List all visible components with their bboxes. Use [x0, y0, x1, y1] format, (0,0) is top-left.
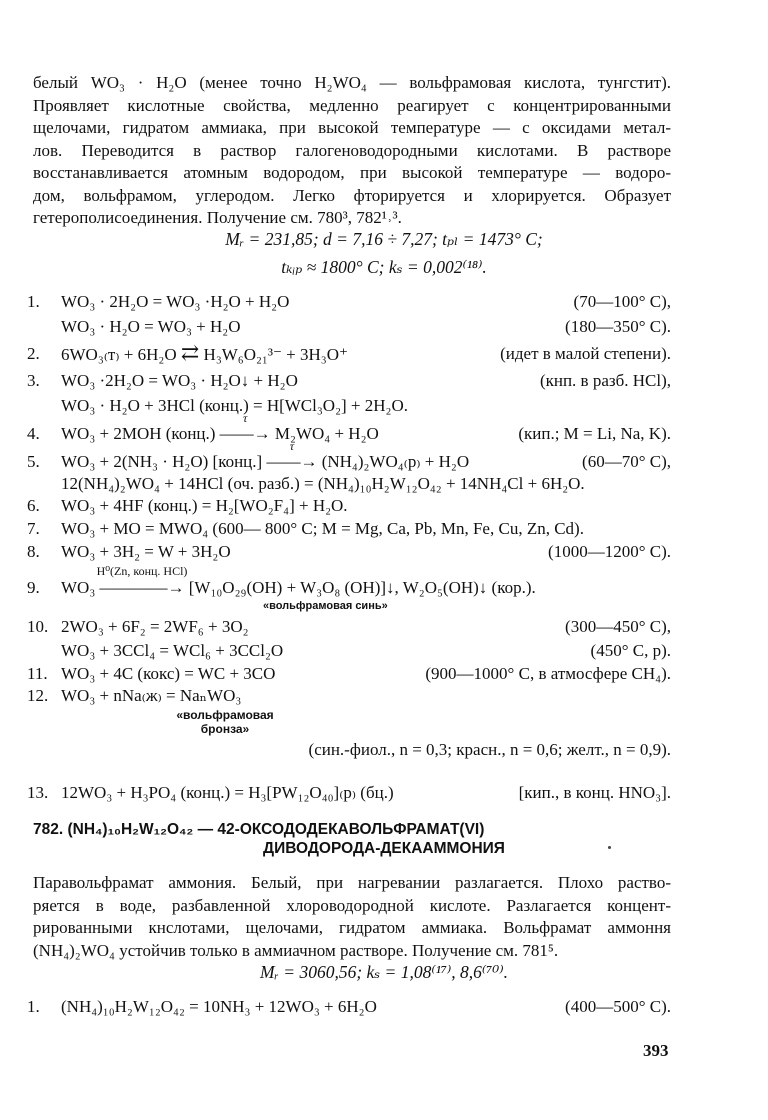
reaction-formula: [61, 411, 379, 444]
blue-tungsten-note: «вольфрамовая синь»: [263, 600, 388, 612]
reaction-number: 4.: [27, 424, 40, 443]
text-line: восстанавливается атомным водородом, при высокой температуре — водоро-: [33, 163, 671, 182]
reaction-number: 13.: [27, 783, 49, 802]
note-line: «вольфрамовая: [176, 708, 274, 722]
reaction-row: [0, 411, 768, 446]
reaction-number: 8.: [27, 542, 40, 561]
reaction-condition: (60—70° C),: [582, 452, 671, 471]
reaction-row: [0, 396, 768, 418]
reaction-formula: WO₃ + 4C (кокс) = WC + 3CO: [61, 664, 276, 683]
arrow-label: τ: [289, 439, 295, 453]
reaction-row: [0, 641, 768, 663]
reaction-row: [0, 317, 768, 339]
reaction-row: [0, 371, 768, 393]
reaction-formula: WO₃ · 2H₂O = WO₃ ·H₂O + H₂O: [61, 292, 290, 311]
text-line: гетерополисоединения. Получение см. 780³, 782¹˒³.: [33, 208, 402, 227]
reaction-formula: WO₃ · H₂O = WO₃ + H₂O: [61, 317, 241, 336]
constants-line-1: Mᵣ = 231,85; d = 7,16 ÷ 7,27; tₚₗ = 1473° C;: [225, 229, 543, 249]
reaction-number: 9.: [27, 578, 40, 597]
note-line: бронза»: [200, 722, 250, 736]
reaction-number: 5.: [27, 452, 40, 471]
reaction-formula: WO₃ · H₂O + 3HCl (конц.) = H[WCl₃O₂] + 2H₂O.: [61, 396, 408, 415]
reaction-number: 1.: [27, 997, 40, 1016]
formula-part: M₂WO₄ + H₂O: [270, 424, 379, 443]
reaction-formula: [61, 439, 470, 472]
reaction-formula: WO₃ + 3H₂ = W + 3H₂O: [61, 542, 231, 561]
constants-line-2: tₖᵢₚ ≈ 1800° C; kₛ = 0,002⁽¹⁸⁾.: [281, 257, 487, 277]
reaction-condition: (300—450° C),: [565, 617, 671, 636]
reaction-condition: (кип.; M = Li, Na, K).: [518, 424, 671, 443]
text-line: дом, вольфрамом, углеродом. Легко фторируется и хлорируется. Образует: [33, 185, 671, 205]
constants-line-3: Mᵣ = 3060,56; kₛ = 1,08⁽¹⁷⁾, 8,6⁽⁷⁰⁾.: [260, 962, 508, 982]
reaction-formula: WO₃ + nNa₍ж₎ = NaₙWO₃: [61, 686, 242, 705]
arrow-glyph: ⇄: [180, 340, 200, 365]
tungsten-bronze-note: [170, 708, 280, 736]
reaction-row: [0, 740, 768, 762]
arrow-glyph: ——→: [266, 452, 318, 471]
text-line: ряется в воде, разбавленной хлороводородной кислоте. Разлагается концент-: [33, 895, 671, 915]
text-line: белый WO₃ · H₂O (менее точно H₂WO₄ — вольфрамовая кислота, тунгстит).: [33, 73, 671, 92]
reaction-condition: (400—500° C).: [565, 997, 671, 1016]
formula-part: WO₃: [61, 578, 100, 597]
reaction-formula: WO₃ ·2H₂O = WO₃ · H₂O↓ + H₂O: [61, 371, 298, 390]
reaction-formula: WO₃ + 3CCl₄ = WCl₆ + 3CCl₂O: [61, 641, 284, 660]
arrow-glyph: ————→: [99, 578, 185, 597]
reaction-row: [0, 496, 768, 518]
reaction-arrow: [96, 564, 188, 598]
reaction-number: 7.: [27, 519, 40, 538]
reaction-row: [0, 564, 768, 600]
arrow-glyph: ——→: [219, 424, 271, 443]
reaction-formula: (NH₄)₁₀H₂W₁₂O₄₂ = 10NH₃ + 12WO₃ + 6H₂O: [61, 997, 377, 1016]
section-heading: 782. (NH₄)₁₀H₂W₁₂O₄₂ — 42-ОКСОДОДЕКАВОЛЬФРАМАТ(VI): [33, 821, 485, 838]
formula-part: [W₁₀O₂₉(OH) + W₃O₈ (OH)]↓, W₂O₅(OH)↓ (кор.).: [184, 578, 536, 597]
reaction-row: [0, 474, 768, 496]
reaction-row: [0, 542, 768, 564]
formula-part: H₃W₆O₂₁³⁻ + 3H₃O⁺: [199, 345, 348, 364]
reaction-number: 10.: [27, 617, 49, 636]
reaction-formula: WO₃ + MO = MWO₄ (600— 800° C; M = Mg, Ca, Pb, Mn, Fe, Cu, Zn, Cd).: [61, 519, 584, 538]
reaction-formula: 12WO₃ + H₃PO₄ (конц.) = H₃[PW₁₂O₄₀]₍р₎ (бц.): [61, 783, 394, 802]
reaction-condition: (70—100° C),: [573, 292, 671, 311]
arrow-label: H⁰(Zn, конц. HCl): [96, 564, 188, 578]
reaction-arrow: [266, 439, 318, 472]
formula-part: 6WO₃₍т₎ + 6H₂O: [61, 345, 177, 364]
text-line: (NH₄)₂WO₄ устойчив только в аммиачном растворе. Получение см. 781⁵.: [33, 940, 559, 960]
reaction-row: [0, 292, 768, 314]
reaction-row: [0, 340, 768, 366]
text-line: щелочами, гидратом аммиака, при высокой температуре — с оксидами метал-: [33, 118, 671, 137]
reaction-number: 11.: [27, 664, 48, 683]
reaction-row: [0, 439, 768, 474]
formula-part: WO₃ + 2(NH₃ · H₂O) [конц.]: [61, 452, 267, 471]
reaction-formula: 2WO₃ + 6F₂ = 2WF₆ + 3O₂: [61, 617, 249, 636]
print-speck: [608, 846, 611, 849]
reaction-row: [0, 519, 768, 541]
text-line: рированными кнслотами, щелочами, гидратом аммиака. Вольфрамат аммоння: [33, 918, 671, 937]
equilibrium-arrow: [180, 340, 200, 365]
reaction-number: 6.: [27, 496, 40, 515]
text-line: Проявляет кислотные свойства, медленно реагирует с концентрированными: [33, 95, 671, 115]
reaction-arrow: [219, 411, 271, 444]
reaction-formula: [61, 340, 348, 365]
formula-part: WO₃ + 2MOH (конц.): [61, 424, 220, 443]
reaction-condition: (900—1000° C, в атмосфере CH₄).: [425, 664, 671, 683]
text-line: Паравольфрамат аммония. Белый, при нагревании разлагается. Плохо раство-: [33, 873, 671, 892]
reaction-row: [0, 686, 768, 708]
section-heading-line-2: ДИВОДОРОДА-ДЕКААММОНИЯ: [263, 840, 505, 857]
reaction-condition: (180—350° C).: [565, 317, 671, 336]
reaction-formula: [61, 564, 536, 598]
reaction-number: 2.: [27, 344, 40, 363]
reaction-formula: 12(NH₄)₂WO₄ + 14HCl (оч. разб.) = (NH₄)₁₀H₂W₁₂O₄₂ + 14NH₄Cl + 6H₂O.: [61, 474, 585, 493]
reaction-row: [0, 617, 768, 639]
reaction-number: 1.: [27, 292, 40, 311]
reaction-formula: WO₃ + 4HF (конц.) = H₂[WO₂F₄] + H₂O.: [61, 496, 348, 515]
reaction-number: 3.: [27, 371, 40, 390]
page-number: 393: [643, 1041, 669, 1060]
reaction-row: [0, 997, 768, 1019]
reaction-condition: [кип., в конц. HNO₃].: [518, 783, 671, 802]
intro-paragraph: [33, 72, 671, 230]
reaction-row: [0, 664, 768, 686]
formula-part: (NH₄)₂WO₄₍р₎ + H₂O: [317, 452, 470, 471]
reaction-row: [0, 783, 768, 805]
arrow-label: τ: [243, 411, 248, 425]
reaction-number: 12.: [27, 686, 49, 705]
reaction-condition: (идет в малой степени).: [500, 344, 671, 363]
reaction-condition: (450° C, p).: [590, 641, 671, 660]
text-line: лов. Переводится в раствор галогеноводородными кислотами. В растворе: [33, 140, 671, 160]
reaction-condition: (син.-фиол., n = 0,3; красн., n = 0,6; желт., n = 0,9).: [308, 740, 671, 759]
reaction-condition: (1000—1200° C).: [548, 542, 671, 561]
reaction-condition: (кнп. в разб. HCl),: [539, 371, 671, 390]
ammonium-paratungstate-paragraph: [33, 872, 671, 962]
